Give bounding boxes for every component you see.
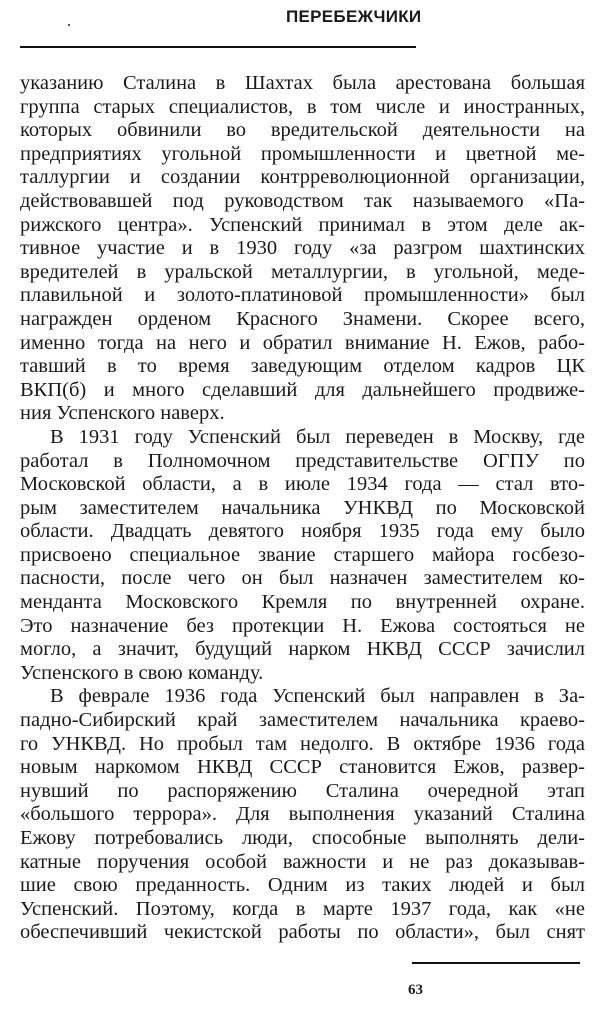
running-title: ПЕРЕБЕЖЧИКИ xyxy=(286,7,422,26)
text-line: тавший в то время заведующим отделом кадров ЦК xyxy=(20,355,585,378)
text-line: падно-Сибирский край заместителем начальника краево- xyxy=(20,709,585,732)
footer-rule xyxy=(412,962,580,964)
text-line: плавильной и золото-платиновой промышленности» был xyxy=(20,284,585,307)
text-line: Это назначение без протекции Н. Ежова состояться не xyxy=(20,614,585,637)
text-line: Ежову потребовались люди, способные выполнять дели- xyxy=(20,827,585,849)
text-line: Московской области, а в июле 1934 года — стал вто- xyxy=(20,473,585,496)
text-line: вредителей в уральской металлургии, в угольной, меде- xyxy=(20,260,585,283)
text-line: области. Двадцать девятого ноября 1935 года ему было xyxy=(20,520,585,543)
text-line: В 1931 году Успенский был переведен в Москву, где xyxy=(50,425,585,448)
text-line: присвоено специальное звание старшего майора госбезо- xyxy=(20,543,585,566)
page-number: 63 xyxy=(408,982,423,998)
text-line: го УНКВД. Но пробыл там недолго. В октябре 1936 года xyxy=(20,732,585,755)
header-rule xyxy=(20,46,416,48)
text-line: катные поручения особой важности и не раз доказывав- xyxy=(20,850,585,873)
text-line: новым наркомом НКВД СССР становится Ежов, развер- xyxy=(20,756,585,779)
text-line: группа старых специалистов, в том числе и иностранных, xyxy=(20,95,585,118)
text-line: «большого террора». Для выполнения указаний Сталина xyxy=(20,803,585,826)
text-line: ния Успенского наверх. xyxy=(20,402,225,425)
text-line: ВКП(б) и много сделавший для дальнейшего продвиже- xyxy=(20,378,585,401)
text-line: могло, а значит, будущий нарком НКВД СССР зачислил xyxy=(20,638,585,661)
text-line: рым заместителем начальника УНКВД по Московской xyxy=(20,496,585,519)
body-text xyxy=(20,72,585,945)
text-line: предприятиях угольной промышленности и цветной ме- xyxy=(20,142,585,165)
text-line: действовавшей под руководством так называемого «Па- xyxy=(20,189,585,212)
text-line: шие свою преданность. Одним из таких людей и был xyxy=(20,874,585,897)
paragraph xyxy=(20,685,585,945)
text-line: тивное участие и в 1930 году «за разгром шахтинских xyxy=(20,237,585,260)
text-line: которых обвинили во вредительской деятельности на xyxy=(20,119,585,142)
text-line: таллургии и создании контрреволюционной организации, xyxy=(20,166,585,189)
paragraph xyxy=(20,72,585,426)
text-line: пасности, после чего он был назначен заместителем ко- xyxy=(20,567,585,590)
text-line: рижского центра». Успенский принимал в этом деле ак- xyxy=(20,213,585,236)
text-line: обеспечивший чекистской работы по области», был снят xyxy=(20,921,585,944)
text-line: работал в Полномочном представительстве ОГПУ по xyxy=(20,449,585,472)
text-line: награжден орденом Красного Знамени. Скорее всего, xyxy=(20,307,585,330)
scan-speck xyxy=(68,24,70,26)
text-line: Успенский. Поэтому, когда в марте 1937 года, как «не xyxy=(20,897,585,920)
text-line: указанию Сталина в Шахтах была арестована большая xyxy=(20,72,585,94)
text-line: В феврале 1936 года Успенский был направлен в За- xyxy=(50,685,585,708)
text-line: нувший по распоряжению Сталина очередной этап xyxy=(20,779,585,802)
paragraph xyxy=(20,426,585,686)
text-line: именно тогда на него и обратил внимание Н. Ежов, рабо- xyxy=(20,331,585,354)
text-line: менданта Московского Кремля по внутренней охране. xyxy=(20,591,585,614)
text-line: Успенского в свою команду. xyxy=(20,661,264,684)
